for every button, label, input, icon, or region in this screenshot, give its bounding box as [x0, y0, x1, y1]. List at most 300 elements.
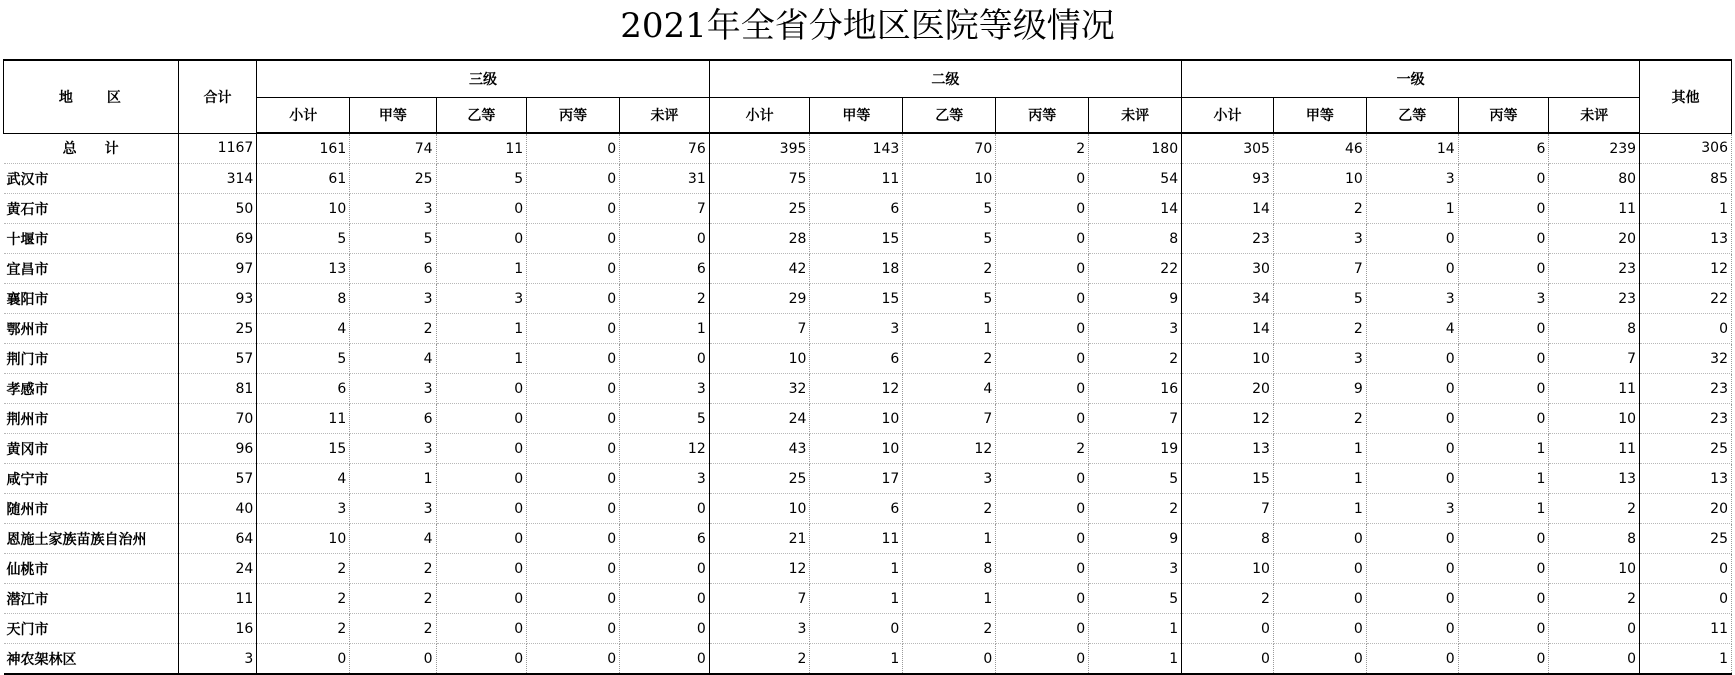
table-cell: 1	[810, 584, 903, 614]
table-cell: 6	[810, 194, 903, 224]
table-cell: 19	[1089, 434, 1182, 464]
table-row	[4, 614, 1732, 644]
table-cell: 0	[1458, 404, 1549, 434]
table-cell: 1	[1273, 434, 1366, 464]
table-cell: 0	[527, 584, 620, 614]
table-row	[4, 194, 1732, 224]
table-cell: 17	[810, 464, 903, 494]
table-cell: 0	[1640, 554, 1732, 584]
table-cell: 395	[709, 133, 810, 164]
table-cell: 0	[1273, 614, 1366, 644]
table-row-total	[4, 133, 1732, 164]
table-cell: 70	[178, 404, 257, 434]
table-cell: 0	[996, 284, 1089, 314]
table-cell: 5	[436, 164, 527, 194]
table-cell: 2	[350, 584, 436, 614]
table-cell: 0	[436, 404, 527, 434]
table-cell: 180	[1089, 133, 1182, 164]
table-cell: 1	[903, 584, 996, 614]
table-cell: 7	[709, 314, 810, 344]
sub-header-subtotal: 小计	[1182, 98, 1274, 134]
table-cell: 0	[436, 614, 527, 644]
table-cell: 3	[810, 314, 903, 344]
table-row	[4, 554, 1732, 584]
table-cell: 5	[903, 284, 996, 314]
hospital-level-table	[3, 59, 1732, 675]
table-cell: 0	[996, 194, 1089, 224]
table-cell: 0	[1366, 524, 1458, 554]
table-cell: 93	[178, 284, 257, 314]
table-cell: 1	[903, 524, 996, 554]
table-cell: 5	[903, 224, 996, 254]
table-cell: 2	[903, 344, 996, 374]
table-cell: 0	[903, 644, 996, 675]
table-cell: 11	[257, 404, 350, 434]
table-cell: 1	[1089, 614, 1182, 644]
table-cell: 12	[903, 434, 996, 464]
table-cell: 11	[1640, 614, 1732, 644]
region-name: 十堰市	[4, 224, 179, 254]
table-cell: 8	[1549, 314, 1640, 344]
table-cell: 7	[1089, 404, 1182, 434]
table-cell: 24	[178, 554, 257, 584]
table-cell: 1	[436, 254, 527, 284]
table-cell: 2	[996, 434, 1089, 464]
table-cell: 0	[1549, 644, 1640, 675]
table-cell: 3	[1089, 314, 1182, 344]
table-cell: 5	[257, 224, 350, 254]
table-cell: 0	[1458, 344, 1549, 374]
table-cell: 2	[903, 254, 996, 284]
table-cell: 0	[527, 554, 620, 584]
table-cell: 0	[1458, 254, 1549, 284]
table-cell: 0	[527, 644, 620, 675]
table-cell: 8	[1549, 524, 1640, 554]
table-cell: 25	[350, 164, 436, 194]
table-cell: 3	[1273, 344, 1366, 374]
table-cell: 13	[1182, 434, 1274, 464]
table-cell: 3	[350, 374, 436, 404]
table-cell: 3	[1089, 554, 1182, 584]
table-cell: 74	[350, 133, 436, 164]
table-cell: 11	[810, 164, 903, 194]
table-cell: 0	[1366, 404, 1458, 434]
table-cell: 0	[810, 614, 903, 644]
table-cell: 11	[1549, 374, 1640, 404]
table-cell: 143	[810, 133, 903, 164]
table-cell: 6	[810, 344, 903, 374]
table-cell: 32	[709, 374, 810, 404]
table-cell: 2	[1549, 584, 1640, 614]
sub-header-subtotal: 小计	[709, 98, 810, 134]
table-cell: 2	[350, 614, 436, 644]
table-cell: 0	[350, 644, 436, 675]
table-cell: 0	[1458, 164, 1549, 194]
region-name: 恩施土家族苗族自治州	[4, 524, 179, 554]
table-cell: 0	[620, 584, 710, 614]
table-cell: 314	[178, 164, 257, 194]
table-cell: 10	[709, 344, 810, 374]
table-cell: 0	[996, 254, 1089, 284]
table-cell: 0	[996, 614, 1089, 644]
table-cell: 7	[620, 194, 710, 224]
table-cell: 15	[1182, 464, 1274, 494]
table-cell: 4	[903, 374, 996, 404]
table-cell: 23	[1549, 254, 1640, 284]
table-cell: 10	[257, 524, 350, 554]
table-cell: 0	[1458, 554, 1549, 584]
table-cell: 69	[178, 224, 257, 254]
table-cell: 5	[620, 404, 710, 434]
table-cell: 7	[1273, 254, 1366, 284]
hospital-level-table-container	[3, 59, 1732, 675]
table-cell: 4	[257, 464, 350, 494]
region-name: 鄂州市	[4, 314, 179, 344]
table-cell: 23	[1640, 404, 1732, 434]
table-cell: 0	[436, 434, 527, 464]
table-cell: 61	[257, 164, 350, 194]
table-cell: 2	[1182, 584, 1274, 614]
table-cell: 0	[1549, 614, 1640, 644]
table-row	[4, 254, 1732, 284]
sub-header-grade-a: 甲等	[1273, 98, 1366, 134]
table-cell: 9	[1273, 374, 1366, 404]
table-cell: 0	[436, 524, 527, 554]
region-name: 天门市	[4, 614, 179, 644]
page-title: 2021年全省分地区医院等级情况	[620, 6, 1115, 46]
table-cell: 6	[620, 524, 710, 554]
table-cell: 0	[527, 614, 620, 644]
table-cell: 1	[350, 464, 436, 494]
table-cell: 2	[1089, 494, 1182, 524]
table-cell: 5	[1273, 284, 1366, 314]
region-name: 仙桃市	[4, 554, 179, 584]
table-cell: 1	[436, 314, 527, 344]
table-cell: 6	[620, 254, 710, 284]
table-cell: 20	[1640, 494, 1732, 524]
table-cell: 1	[1640, 644, 1732, 675]
table-cell: 0	[1458, 194, 1549, 224]
region-name: 宜昌市	[4, 254, 179, 284]
table-cell: 161	[257, 133, 350, 164]
table-cell: 0	[436, 194, 527, 224]
table-cell: 0	[1458, 614, 1549, 644]
sub-header-grade-b: 乙等	[436, 98, 527, 134]
level-3-header: 三级	[257, 60, 709, 98]
table-row	[4, 404, 1732, 434]
table-row	[4, 164, 1732, 194]
region-header: 地 区	[4, 60, 179, 133]
sub-header-grade-c: 丙等	[996, 98, 1089, 134]
table-cell: 1167	[178, 133, 257, 164]
table-cell: 25	[178, 314, 257, 344]
table-cell: 0	[1458, 584, 1549, 614]
table-cell: 16	[178, 614, 257, 644]
table-cell: 15	[810, 224, 903, 254]
table-cell: 2	[1549, 494, 1640, 524]
table-cell: 12	[709, 554, 810, 584]
table-cell: 96	[178, 434, 257, 464]
table-cell: 3	[1458, 284, 1549, 314]
table-cell: 0	[527, 194, 620, 224]
table-header	[4, 60, 1732, 133]
table-cell: 0	[1366, 434, 1458, 464]
table-cell: 0	[996, 494, 1089, 524]
table-cell: 14	[1089, 194, 1182, 224]
sub-header-grade-c: 丙等	[1458, 98, 1549, 134]
table-cell: 80	[1549, 164, 1640, 194]
table-cell: 3	[1366, 164, 1458, 194]
table-cell: 0	[996, 644, 1089, 675]
table-cell: 24	[709, 404, 810, 434]
table-cell: 3	[350, 194, 436, 224]
region-name: 荆门市	[4, 344, 179, 374]
table-cell: 0	[527, 344, 620, 374]
table-cell: 5	[350, 224, 436, 254]
table-cell: 6	[257, 374, 350, 404]
table-cell: 10	[810, 404, 903, 434]
table-cell: 25	[709, 194, 810, 224]
table-cell: 4	[350, 524, 436, 554]
table-cell: 12	[1182, 404, 1274, 434]
table-cell: 46	[1273, 133, 1366, 164]
table-cell: 0	[620, 344, 710, 374]
table-cell: 14	[1366, 133, 1458, 164]
table-cell: 1	[620, 314, 710, 344]
table-cell: 0	[1182, 644, 1274, 675]
table-cell: 3	[436, 284, 527, 314]
region-name: 咸宁市	[4, 464, 179, 494]
table-cell: 42	[709, 254, 810, 284]
table-cell: 15	[257, 434, 350, 464]
table-cell: 8	[257, 284, 350, 314]
table-cell: 2	[350, 554, 436, 584]
table-cell: 0	[436, 584, 527, 614]
table-cell: 8	[903, 554, 996, 584]
table-cell: 0	[620, 644, 710, 675]
table-cell: 0	[1366, 614, 1458, 644]
table-cell: 5	[1089, 584, 1182, 614]
table-cell: 25	[1640, 524, 1732, 554]
table-cell: 0	[996, 164, 1089, 194]
table-cell: 93	[1182, 164, 1274, 194]
table-cell: 57	[178, 344, 257, 374]
table-cell: 13	[1640, 464, 1732, 494]
table-cell: 0	[527, 254, 620, 284]
table-cell: 0	[527, 133, 620, 164]
sub-header-grade-b: 乙等	[1366, 98, 1458, 134]
table-cell: 10	[1549, 404, 1640, 434]
table-cell: 1	[1640, 194, 1732, 224]
table-row	[4, 284, 1732, 314]
table-row	[4, 584, 1732, 614]
table-cell: 0	[1458, 224, 1549, 254]
sub-header-subtotal: 小计	[257, 98, 350, 134]
table-cell: 14	[1182, 314, 1274, 344]
table-cell: 3	[1366, 494, 1458, 524]
table-cell: 13	[1640, 224, 1732, 254]
table-cell: 7	[903, 404, 996, 434]
table-cell: 8	[1182, 524, 1274, 554]
table-cell: 0	[527, 404, 620, 434]
table-cell: 3	[1273, 224, 1366, 254]
table-cell: 0	[527, 524, 620, 554]
table-cell: 15	[810, 284, 903, 314]
table-cell: 1	[1273, 464, 1366, 494]
table-cell: 12	[810, 374, 903, 404]
table-cell: 30	[1182, 254, 1274, 284]
table-cell: 7	[1549, 344, 1640, 374]
table-cell: 0	[1366, 374, 1458, 404]
table-cell: 6	[350, 254, 436, 284]
table-cell: 3	[350, 434, 436, 464]
sub-header-grade-a: 甲等	[350, 98, 436, 134]
sub-header-grade-a: 甲等	[810, 98, 903, 134]
table-cell: 6	[350, 404, 436, 434]
table-row	[4, 374, 1732, 404]
table-cell: 20	[1549, 224, 1640, 254]
table-cell: 0	[527, 314, 620, 344]
table-cell: 0	[527, 434, 620, 464]
table-cell: 0	[436, 494, 527, 524]
table-cell: 4	[1366, 314, 1458, 344]
table-cell: 23	[1640, 374, 1732, 404]
region-name: 荆州市	[4, 404, 179, 434]
table-cell: 3	[1366, 284, 1458, 314]
table-cell: 7	[1182, 494, 1274, 524]
table-cell: 0	[1640, 584, 1732, 614]
table-cell: 0	[996, 554, 1089, 584]
table-cell: 0	[436, 554, 527, 584]
table-cell: 1	[1458, 464, 1549, 494]
region-name: 武汉市	[4, 164, 179, 194]
table-cell: 0	[620, 554, 710, 584]
table-cell: 1	[1458, 434, 1549, 464]
table-cell: 1	[810, 644, 903, 675]
table-cell: 9	[1089, 524, 1182, 554]
table-cell: 25	[709, 464, 810, 494]
table-cell: 0	[996, 344, 1089, 374]
sub-header-unrated: 未评	[1089, 98, 1182, 134]
region-name: 神农架林区	[4, 644, 179, 675]
table-cell: 3	[178, 644, 257, 675]
table-row	[4, 344, 1732, 374]
table-cell: 22	[1640, 284, 1732, 314]
table-cell: 0	[436, 374, 527, 404]
table-cell: 0	[1273, 554, 1366, 584]
table-cell: 64	[178, 524, 257, 554]
table-cell: 31	[620, 164, 710, 194]
table-cell: 0	[996, 584, 1089, 614]
table-cell: 1	[810, 554, 903, 584]
table-cell: 2	[257, 584, 350, 614]
table-cell: 0	[1366, 554, 1458, 584]
table-cell: 0	[996, 314, 1089, 344]
table-cell: 70	[903, 133, 996, 164]
table-cell: 2	[709, 644, 810, 675]
table-cell: 97	[178, 254, 257, 284]
table-cell: 10	[1182, 344, 1274, 374]
table-cell: 85	[1640, 164, 1732, 194]
table-cell: 0	[436, 644, 527, 675]
table-cell: 0	[1458, 314, 1549, 344]
table-cell: 0	[1366, 584, 1458, 614]
table-cell: 2	[1273, 404, 1366, 434]
table-row	[4, 224, 1732, 254]
table-row	[4, 464, 1732, 494]
table-cell: 0	[1458, 524, 1549, 554]
table-cell: 0	[527, 164, 620, 194]
table-cell: 9	[1089, 284, 1182, 314]
table-cell: 50	[178, 194, 257, 224]
table-cell: 0	[620, 494, 710, 524]
sub-header-unrated: 未评	[620, 98, 710, 134]
table-cell: 8	[1089, 224, 1182, 254]
total-row-label: 总 计	[4, 133, 179, 164]
table-body	[4, 133, 1732, 674]
table-cell: 40	[178, 494, 257, 524]
table-cell: 0	[1366, 254, 1458, 284]
region-name: 孝感市	[4, 374, 179, 404]
table-cell: 23	[1549, 284, 1640, 314]
table-cell: 25	[1640, 434, 1732, 464]
region-name: 黄石市	[4, 194, 179, 224]
table-cell: 2	[996, 133, 1089, 164]
table-cell: 2	[1273, 314, 1366, 344]
other-header: 其他	[1640, 60, 1732, 133]
table-cell: 5	[903, 194, 996, 224]
table-cell: 3	[903, 464, 996, 494]
sub-header-unrated: 未评	[1549, 98, 1640, 134]
table-cell: 2	[1273, 194, 1366, 224]
table-cell: 1	[436, 344, 527, 374]
table-cell: 34	[1182, 284, 1274, 314]
table-cell: 11	[178, 584, 257, 614]
table-cell: 76	[620, 133, 710, 164]
table-cell: 10	[257, 194, 350, 224]
table-cell: 0	[436, 224, 527, 254]
table-cell: 3	[350, 284, 436, 314]
table-cell: 239	[1549, 133, 1640, 164]
table-cell: 0	[996, 374, 1089, 404]
sub-header-grade-c: 丙等	[527, 98, 620, 134]
table-cell: 0	[1366, 644, 1458, 675]
table-cell: 11	[436, 133, 527, 164]
table-cell: 0	[996, 224, 1089, 254]
table-cell: 81	[178, 374, 257, 404]
table-cell: 2	[903, 494, 996, 524]
table-cell: 0	[1640, 314, 1732, 344]
table-cell: 32	[1640, 344, 1732, 374]
table-cell: 0	[1458, 644, 1549, 675]
table-cell: 43	[709, 434, 810, 464]
table-cell: 0	[436, 464, 527, 494]
table-cell: 2	[903, 614, 996, 644]
sub-header-grade-b: 乙等	[903, 98, 996, 134]
table-cell: 0	[620, 614, 710, 644]
table-cell: 3	[620, 464, 710, 494]
table-cell: 11	[810, 524, 903, 554]
table-cell: 305	[1182, 133, 1274, 164]
table-cell: 2	[620, 284, 710, 314]
table-cell: 5	[1089, 464, 1182, 494]
table-cell: 18	[810, 254, 903, 284]
table-cell: 28	[709, 224, 810, 254]
table-cell: 29	[709, 284, 810, 314]
table-cell: 11	[1549, 434, 1640, 464]
table-cell: 2	[1089, 344, 1182, 374]
table-cell: 6	[1458, 133, 1549, 164]
